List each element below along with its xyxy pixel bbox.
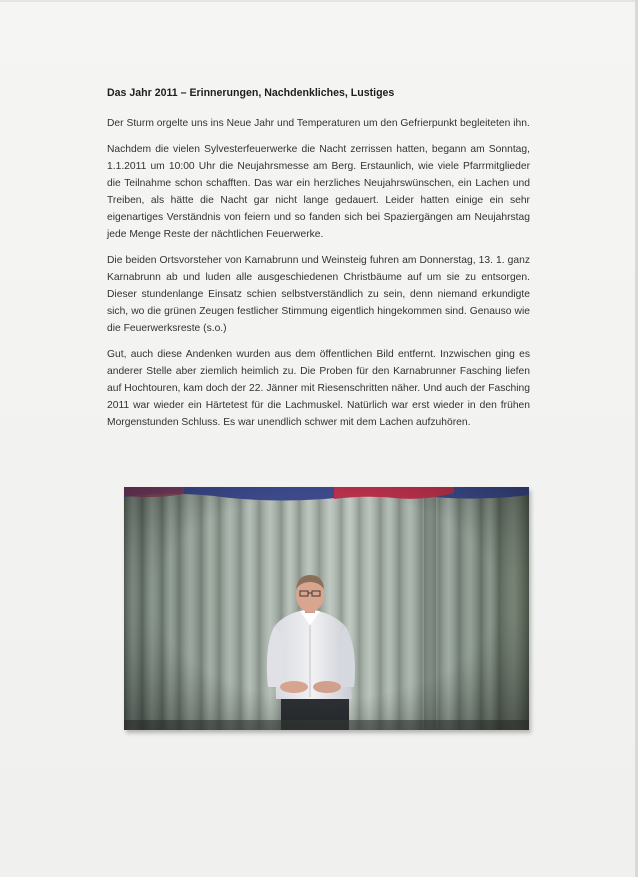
page-edge-top xyxy=(0,0,638,2)
stage-photo xyxy=(124,487,529,730)
paragraph-1: Der Sturm orgelte uns ins Neue Jahr und Temperaturen um den Gefrierpunkt begleiteten ihn. xyxy=(107,118,530,129)
paragraph-4: Gut, auch diese Andenken wurden aus dem öffentlichen Bild entfernt. Inzwischen ging es anderer Stelle aber ziemlich heimlich zu. Die Proben für den Karnabrunner Fasching liefen auf Hochtouren, kam doch der 22. Jänner mit Riesenschritten näher. Und auch der Fasching 2011 war wieder ein Härtetest für die Lachmuskel. Natürlich war erst wieder in den frühen Morgenstunden Schluss. Es war unendlich schwer mit dem Lachen aufzuhören. xyxy=(107,349,530,428)
stage-photo-illustration xyxy=(124,487,529,730)
paragraph-3: Die beiden Ortsvorsteher von Karnabrunn und Weinsteig fuhren am Donnerstag, 13. 1. ganz Karnabrunn ab und luden alle ausgeschiedenen Christbäume auf um sie zu entsorgen. Dieser stundenlange Einsatz schien selbstverständlich zu sein, denn niemand erkundigte sich, wo die grünen Zeugen festlicher Stimmung eigentlich hingekommen sind. Genauso wie die Feuerwerksreste (s.o.) xyxy=(107,255,530,334)
article-body xyxy=(107,86,530,440)
article-title: Das Jahr 2011 – Erinnerungen, Nachdenkliches, Lustiges xyxy=(107,87,395,99)
paragraph-2: Nachdem die vielen Sylvesterfeuerwerke die Nacht zerrissen hatten, begann am Sonntag, 1.1.2011 um 10:00 Uhr die Neujahrsmesse am Berg. Erstaunlich, wie viele Pfarrmitglieder die Teilnahme schon schafften. Das war ein herzliches Neujahrswünschen, ein Lachen und Treiben, als hätte die Nacht gar nicht lange gedauert. Leider hatten einige ein sehr eigenartiges Verständnis von feiern und so fanden sich bei Spaziergängen am Neujahrstag jede Menge Reste der nächtlichen Feuerwerke. xyxy=(107,144,530,240)
